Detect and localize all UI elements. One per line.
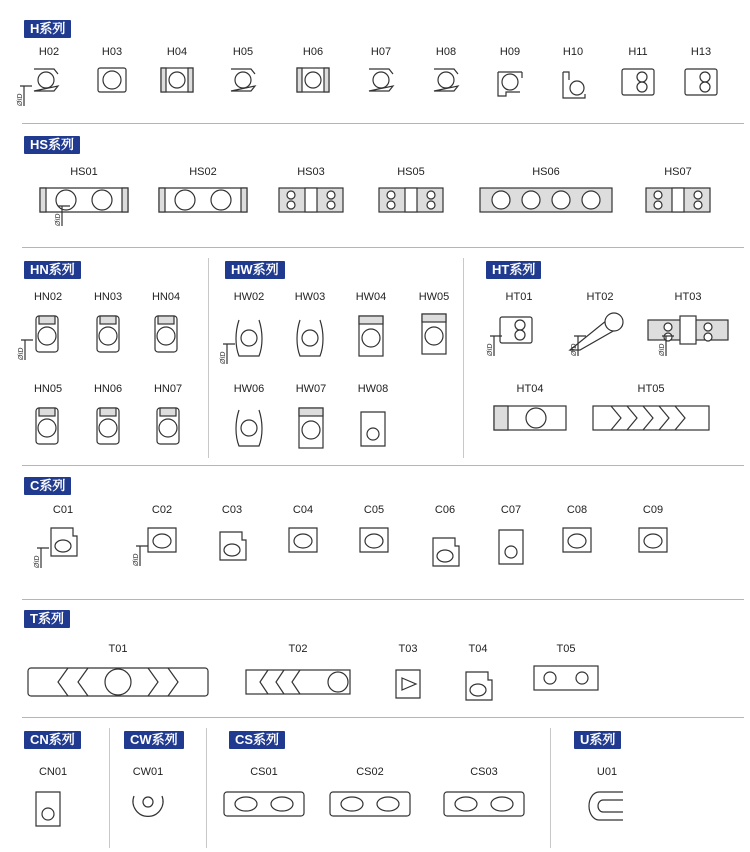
- profile-diagram-h11: [638, 82, 639, 83]
- dimension-label: ØID: [571, 343, 578, 356]
- profile-diagram-h07: [381, 80, 382, 81]
- series-badge-hn: HN系列: [24, 261, 81, 279]
- profile-label-hn03: HN03: [93, 291, 123, 303]
- profile-label-hw06: HW06: [233, 383, 265, 395]
- profile-diagram-u01: [607, 806, 608, 807]
- profile-diagram-ht03: [688, 330, 689, 331]
- series-badge-u: U系列: [574, 731, 621, 749]
- series-badge-t: T系列: [24, 610, 70, 628]
- profile-label-cs01: CS01: [250, 766, 278, 778]
- profile-diagram-t02: [298, 682, 299, 683]
- profile-diagram-h08: [446, 80, 447, 81]
- profile-label-hw08: HW08: [357, 383, 389, 395]
- profile-label-hw05: HW05: [418, 291, 450, 303]
- profile-diagram-cs01: [264, 804, 265, 805]
- profile-label-ht05: HT05: [637, 383, 665, 395]
- profile-diagram-c05: [374, 540, 375, 541]
- profile-label-hs02: HS02: [189, 166, 217, 178]
- profile-diagram-ht01: [516, 330, 517, 331]
- profile-diagram-hn02: [47, 334, 48, 335]
- profile-label-hs06: HS06: [532, 166, 560, 178]
- profile-diagram-c03: [232, 546, 233, 547]
- profile-label-c08: C08: [566, 504, 588, 516]
- series-badge-cw: CW系列: [124, 731, 184, 749]
- profile-label-h04: H04: [166, 46, 188, 58]
- profile-label-c03: C03: [221, 504, 243, 516]
- profile-diagram-hs02: [203, 200, 204, 201]
- profile-diagram-hw03: [310, 338, 311, 339]
- dimension-marker: [219, 344, 227, 364]
- divider: [22, 717, 744, 718]
- profile-label-h11: H11: [628, 46, 648, 58]
- profile-diagram-c08: [577, 540, 578, 541]
- profile-diagram-hn06: [108, 426, 109, 427]
- profile-diagram-h09: [510, 82, 511, 83]
- dimension-marker: [570, 336, 578, 356]
- profile-label-cn01: CN01: [38, 766, 68, 778]
- profile-label-hn05: HN05: [33, 383, 63, 395]
- divider: [22, 123, 744, 124]
- profile-label-cs03: CS03: [470, 766, 498, 778]
- profile-label-c01: C01: [52, 504, 74, 516]
- divider: [463, 258, 464, 458]
- profile-label-hs07: HS07: [664, 166, 692, 178]
- profile-label-t01: T01: [108, 643, 128, 655]
- divider: [550, 728, 551, 848]
- profile-label-ht03: HT03: [674, 291, 702, 303]
- profile-diagram-cs02: [370, 804, 371, 805]
- profile-diagram-hw04: [371, 336, 372, 337]
- dimension-label: ØID: [18, 347, 25, 360]
- profile-diagram-hs05: [411, 200, 412, 201]
- profile-label-hw02: HW02: [233, 291, 265, 303]
- profile-label-h13: H13: [690, 46, 712, 58]
- profile-diagram-ht04: [530, 418, 531, 419]
- profile-diagram-hn07: [168, 426, 169, 427]
- profile-diagram-hn05: [47, 426, 48, 427]
- profile-diagram-h06: [313, 80, 314, 81]
- profile-diagram-h05: [243, 80, 244, 81]
- profile-diagram-hw05: [434, 334, 435, 335]
- dimension-marker: [33, 548, 41, 568]
- profile-label-hw04: HW04: [355, 291, 387, 303]
- profile-label-hw03: HW03: [294, 291, 326, 303]
- dimension-label: ØID: [659, 343, 666, 356]
- profile-label-hn02: HN02: [33, 291, 63, 303]
- profile-diagram-c02: [162, 540, 163, 541]
- profile-label-cw01: CW01: [132, 766, 164, 778]
- profile-diagram-hw07: [311, 428, 312, 429]
- profile-diagram-h13: [701, 82, 702, 83]
- profile-label-t04: T04: [468, 643, 488, 655]
- profile-label-c05: C05: [363, 504, 385, 516]
- profile-diagram-hn04: [166, 334, 167, 335]
- profile-diagram-h02: [46, 80, 47, 81]
- series-badge-hs: HS系列: [24, 136, 80, 154]
- profile-label-c04: C04: [292, 504, 314, 516]
- series-badge-h: H系列: [24, 20, 71, 38]
- profile-diagram-cs03: [484, 804, 485, 805]
- dimension-label: ØID: [487, 343, 494, 356]
- profile-label-ht01: HT01: [505, 291, 533, 303]
- profile-label-h08: H08: [435, 46, 457, 58]
- divider: [109, 728, 110, 848]
- dimension-marker: [54, 206, 62, 226]
- series-badge-hw: HW系列: [225, 261, 285, 279]
- profile-diagram-h04: [177, 80, 178, 81]
- dimension-marker: [17, 340, 25, 360]
- profile-diagram-hs07: [678, 200, 679, 201]
- profile-label-h06: H06: [302, 46, 324, 58]
- profile-diagram-ht05: [651, 418, 652, 419]
- profile-label-ht02: HT02: [586, 291, 614, 303]
- profile-diagram-c09: [653, 540, 654, 541]
- profile-diagram-hw02: [249, 338, 250, 339]
- divider: [22, 465, 744, 466]
- profile-diagram-t05: [566, 678, 567, 679]
- profile-label-h03: H03: [101, 46, 123, 58]
- profile-diagram-hw06: [249, 428, 250, 429]
- profile-diagram-t03: [408, 684, 409, 685]
- profile-label-h07: H07: [370, 46, 392, 58]
- dimension-marker: [486, 336, 494, 356]
- dimension-marker: [132, 546, 140, 566]
- profile-label-u01: U01: [596, 766, 618, 778]
- profile-label-h02: H02: [38, 46, 60, 58]
- profile-label-cs02: CS02: [356, 766, 384, 778]
- profile-label-h10: H10: [562, 46, 584, 58]
- profile-diagram-c07: [511, 548, 512, 549]
- profile-label-hn06: HN06: [93, 383, 123, 395]
- profile-diagram-h03: [112, 80, 113, 81]
- profile-diagram-ht02: [600, 330, 601, 331]
- profile-label-c09: C09: [642, 504, 664, 516]
- dimension-marker: [658, 336, 666, 356]
- profile-label-hs01: HS01: [70, 166, 98, 178]
- profile-diagram-h10: [573, 86, 574, 87]
- profile-label-c07: C07: [500, 504, 522, 516]
- profile-label-t05: T05: [556, 643, 576, 655]
- dimension-label: ØID: [34, 555, 41, 568]
- divider: [22, 599, 744, 600]
- profile-diagram-hw08: [373, 430, 374, 431]
- series-badge-cn: CN系列: [24, 731, 81, 749]
- profile-label-ht04: HT04: [516, 383, 544, 395]
- profile-label-h05: H05: [232, 46, 254, 58]
- dimension-marker: [16, 86, 24, 106]
- profile-diagram-c01: [63, 542, 64, 543]
- profile-label-hn07: HN07: [153, 383, 183, 395]
- profile-label-hw07: HW07: [295, 383, 327, 395]
- profile-diagram-c06: [445, 552, 446, 553]
- dimension-label: ØID: [133, 553, 140, 566]
- profile-label-t02: T02: [288, 643, 308, 655]
- profile-label-h09: H09: [499, 46, 521, 58]
- divider: [206, 728, 207, 848]
- dimension-label: ØID: [55, 213, 62, 226]
- profile-diagram-hs03: [311, 200, 312, 201]
- profile-diagram-c04: [303, 540, 304, 541]
- profile-label-hs05: HS05: [397, 166, 425, 178]
- profile-diagram-cw01: [148, 806, 149, 807]
- profile-diagram-hs01: [84, 200, 85, 201]
- profile-label-hn04: HN04: [151, 291, 181, 303]
- series-badge-cs: CS系列: [229, 731, 285, 749]
- dimension-label: ØID: [17, 93, 24, 106]
- series-badge-c: C系列: [24, 477, 71, 495]
- profile-diagram-cn01: [48, 810, 49, 811]
- profile-diagram-hn03: [108, 334, 109, 335]
- profile-label-hs03: HS03: [297, 166, 325, 178]
- profile-diagram-hs06: [546, 200, 547, 201]
- dimension-label: ØID: [220, 351, 227, 364]
- profile-diagram-t01: [118, 682, 119, 683]
- divider: [22, 247, 744, 248]
- divider: [208, 258, 209, 458]
- profile-label-c02: C02: [151, 504, 173, 516]
- profile-label-t03: T03: [398, 643, 418, 655]
- profile-label-c06: C06: [434, 504, 456, 516]
- series-badge-ht: HT系列: [486, 261, 541, 279]
- profile-diagram-t04: [478, 686, 479, 687]
